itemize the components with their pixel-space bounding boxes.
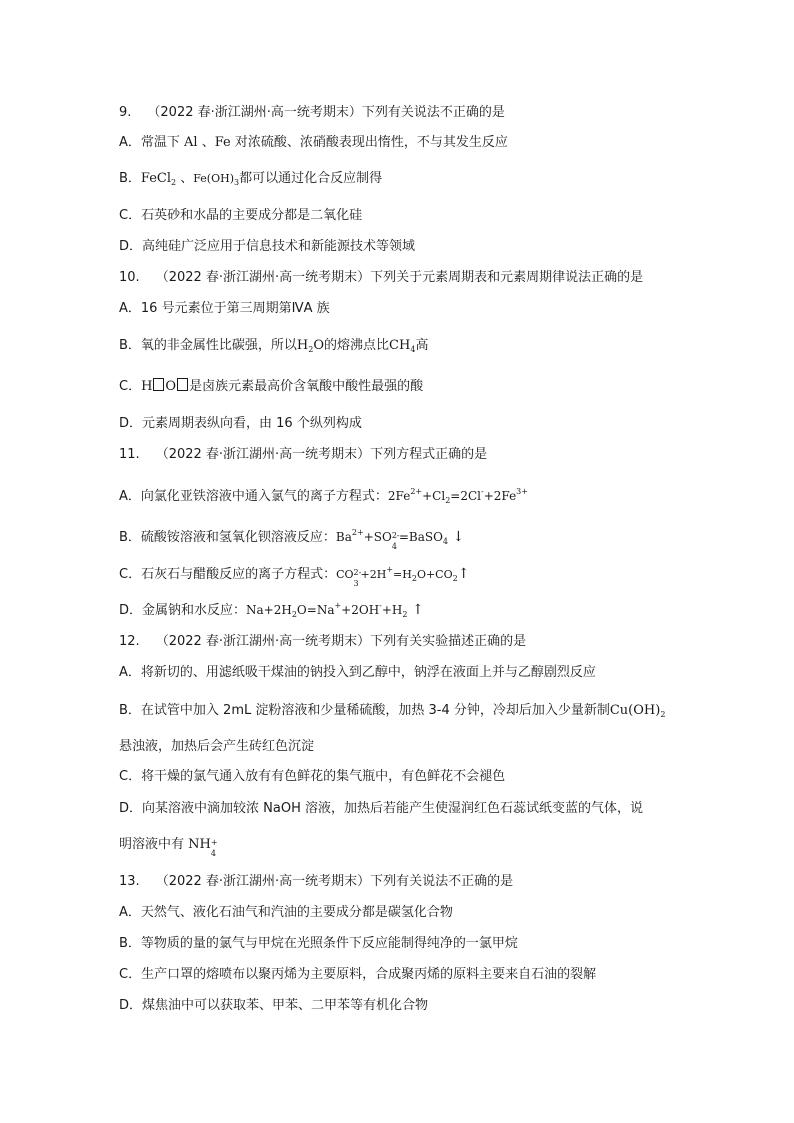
q9-a-text-3: 对浓硫酸、浓硝酸表现出惰性，不与其发生反应 (230, 135, 508, 150)
q9-b-feoh-sub: 3 (234, 178, 240, 187)
question-9-header (119, 104, 505, 122)
q9-b-text-1: B． (119, 171, 141, 186)
q10-b-text-3: 高 (415, 338, 429, 353)
q12-d-text: 明溶液中有 (119, 837, 189, 852)
q11-option-b (119, 524, 464, 551)
up-arrow-icon: ↑ (457, 566, 470, 582)
q10-option-c (119, 378, 423, 396)
q11-d-sup: + (334, 601, 342, 610)
q12-option-b-line1 (119, 702, 665, 724)
q11-b-eq: Ba (335, 530, 352, 544)
q11-option-d (119, 597, 424, 624)
question-stem: 下列有关实验描述正确的是 (370, 634, 527, 649)
q11-d-eq: +2OH (341, 603, 380, 617)
question-number: 9. (119, 105, 132, 120)
q11-c-sup: 2- (353, 567, 362, 577)
q10-option-d: D．元素周期表纵向看，由 16 个纵列构成 (119, 416, 362, 431)
q12-b-cu: Cu(OH) (609, 703, 661, 718)
q11-d-text: D．金属钠和水反应： (119, 603, 247, 618)
q12-option-a: A．将新切的、用滤纸吸干煤油的钠投入到乙醇中，钠浮在液面上并与乙醇剧烈反应 (119, 665, 596, 680)
q11-a-sup: 3+ (516, 487, 528, 496)
question-13-header (119, 873, 513, 891)
q11-d-sub: 2 (402, 610, 408, 619)
q9-option-b (119, 170, 382, 192)
question-number: 10. (119, 270, 140, 285)
q11-a-eq: =2Cl (450, 489, 481, 503)
q10-option-a: A．16 号元素位于第三周期第ⅣA 族 (119, 301, 330, 316)
q10-option-b (119, 337, 428, 359)
q13-option-c: C．生产口罩的熔喷布以聚丙烯为主要原料，合成聚丙烯的原料主要来自石油的裂解 (119, 967, 597, 982)
q11-c-eq: =H (393, 568, 412, 581)
q11-c-eq: CO (336, 568, 354, 581)
q11-c-text: C．石灰石与醋酸反应的离子方程式： (119, 567, 337, 582)
question-source: （2022 春·浙江湖州·高一统考期末） (147, 105, 362, 120)
q11-b-sup: 2- (391, 530, 400, 540)
q10-b-ch: CH (389, 338, 411, 353)
q11-b-sup: 2+ (351, 528, 364, 537)
question-stem: 下列有关说法不正确的是 (370, 874, 514, 889)
q10-b-text-1: B．氧的非金属性比碳强，所以 (119, 338, 297, 353)
q9-a-fe: Fe (214, 135, 231, 150)
question-source: （2022 春·浙江湖州·高一统考期末） (155, 634, 371, 649)
q9-option-c: C．石英砂和水晶的主要成分都是二氧化硅 (119, 208, 363, 223)
q10-b-h-sub: 2 (308, 345, 314, 354)
q12-b-cu-sub: 2 (660, 710, 666, 719)
q11-d-eq: O=Na (296, 603, 335, 617)
q11-a-sup: 2+ (410, 487, 423, 496)
q11-a-eq: +Cl (422, 489, 446, 503)
q9-b-fecl-sub: 2 (171, 178, 177, 187)
q10-b-ch-sub: 4 (410, 345, 416, 354)
q10-c-h: H (141, 379, 153, 394)
question-stem: 下列关于元素周期表和元素周期律说法正确的是 (370, 270, 644, 285)
question-stem: 下列方程式正确的是 (370, 447, 488, 462)
q13-option-b: B．等物质的量的氯气与甲烷在光照条件下反应能制得纯净的一氯甲烷 (119, 936, 518, 951)
q12-b-text: B．在试管中加入 2mL 淀粉溶液和少量稀硫酸，加热 3-4 分钟，冷却后加入少量新制 (119, 703, 610, 718)
q11-b-supsub (391, 530, 400, 551)
q10-c-text-1: C． (119, 379, 142, 394)
question-10-header (119, 269, 643, 287)
q12-d-sub: 4 (210, 848, 216, 858)
question-number: 11. (119, 447, 140, 462)
q11-b-eq: +SO (363, 530, 392, 544)
q11-c-eq: O+CO (416, 568, 453, 581)
question-source: （2022 春·浙江湖州·高一统考期末） (155, 874, 371, 889)
q10-b-text-2: 的熔沸点比 (324, 338, 390, 353)
q9-b-text-3: 都可以通过化合反应制得 (239, 171, 383, 186)
q11-b-text: B．硫酸铵溶液和氢氧化钡溶液反应： (119, 530, 336, 545)
q10-c-text-2: 是卤族元素最高价含氧酸中酸性最强的酸 (189, 379, 424, 394)
q12-d-nh: NH (188, 837, 211, 852)
question-source: （2022 春·浙江湖州·高一统考期末） (155, 447, 371, 462)
q13-option-a: A．天然气、液化石油气和汽油的主要成分都是碳氢化合物 (119, 905, 453, 920)
q9-a-al: Al (184, 135, 198, 150)
missing-glyph-icon (153, 378, 164, 391)
q11-option-a (119, 483, 528, 510)
q12-option-d-line1: D．向某溶液中滴加较浓 NaOH 溶液，加热后若能产生使湿润红色石蕊试纸变蓝的气体，说 (119, 801, 643, 816)
q12-d-sup: + (210, 837, 218, 847)
q9-a-text-2: 、 (197, 135, 215, 150)
q12-d-supsub (210, 837, 218, 858)
q11-d-sub: 2 (291, 610, 297, 619)
q11-a-sup: - (481, 487, 484, 496)
q11-d-eq: +H (381, 603, 403, 617)
q11-a-eq: 2Fe (387, 489, 411, 503)
q12-option-b-line2: 悬浊液，加热后会产生砖红色沉淀 (119, 739, 315, 754)
q9-b-fecl: FeCl (140, 171, 172, 186)
q10-c-o: O (165, 379, 177, 394)
question-number: 12. (119, 634, 140, 649)
q10-b-o: O (313, 338, 325, 353)
q13-option-d: D．煤焦油中可以获取苯、甲苯、二甲苯等有机化合物 (119, 998, 429, 1013)
q11-c-supsub (353, 567, 362, 588)
q11-b-eq: =BaSO (398, 530, 443, 544)
up-arrow-icon: ↑ (407, 602, 424, 618)
q11-a-sub: 2 (445, 496, 451, 505)
q9-a-text-1: A．常温下 (119, 135, 185, 150)
q11-c-sup: + (386, 565, 394, 574)
question-source: （2022 春·浙江湖州·高一统考期末） (155, 270, 371, 285)
q11-c-eq: +2H (360, 568, 387, 581)
q11-a-eq: +2Fe (483, 489, 517, 503)
q12-option-c: C．将干燥的氯气通入放有有色鲜花的集气瓶中，有色鲜花不会褪色 (119, 769, 506, 784)
down-arrow-icon: ↓ (448, 529, 465, 545)
q11-c-sub: 3 (353, 578, 359, 588)
q9-option-a (119, 134, 508, 152)
missing-glyph-icon (177, 378, 188, 391)
q11-a-text: A．向氯化亚铁溶液中通入氯气的离子方程式： (119, 489, 388, 504)
question-12-header (119, 633, 526, 651)
q9-b-feoh: Fe(OH) (193, 172, 234, 185)
q10-b-h: H (296, 338, 309, 353)
q11-d-eq: Na+2H (246, 603, 292, 617)
q11-c-sub: 2 (411, 574, 417, 583)
q11-c-sub: 2 (452, 574, 458, 583)
q11-d-sup: - (379, 601, 382, 610)
q9-option-d: D．高纯硅广泛应用于信息技术和新能源技术等领域 (119, 239, 416, 254)
question-stem: 下列有关说法不正确的是 (361, 105, 505, 120)
q9-b-text-2: 、 (176, 171, 194, 186)
question-11-header (119, 446, 487, 464)
question-number: 13. (119, 874, 140, 889)
q11-b-sub: 4 (442, 537, 449, 546)
q12-option-d-line2 (119, 836, 218, 858)
q11-b-sub: 4 (391, 541, 397, 551)
q11-option-c (119, 561, 469, 588)
